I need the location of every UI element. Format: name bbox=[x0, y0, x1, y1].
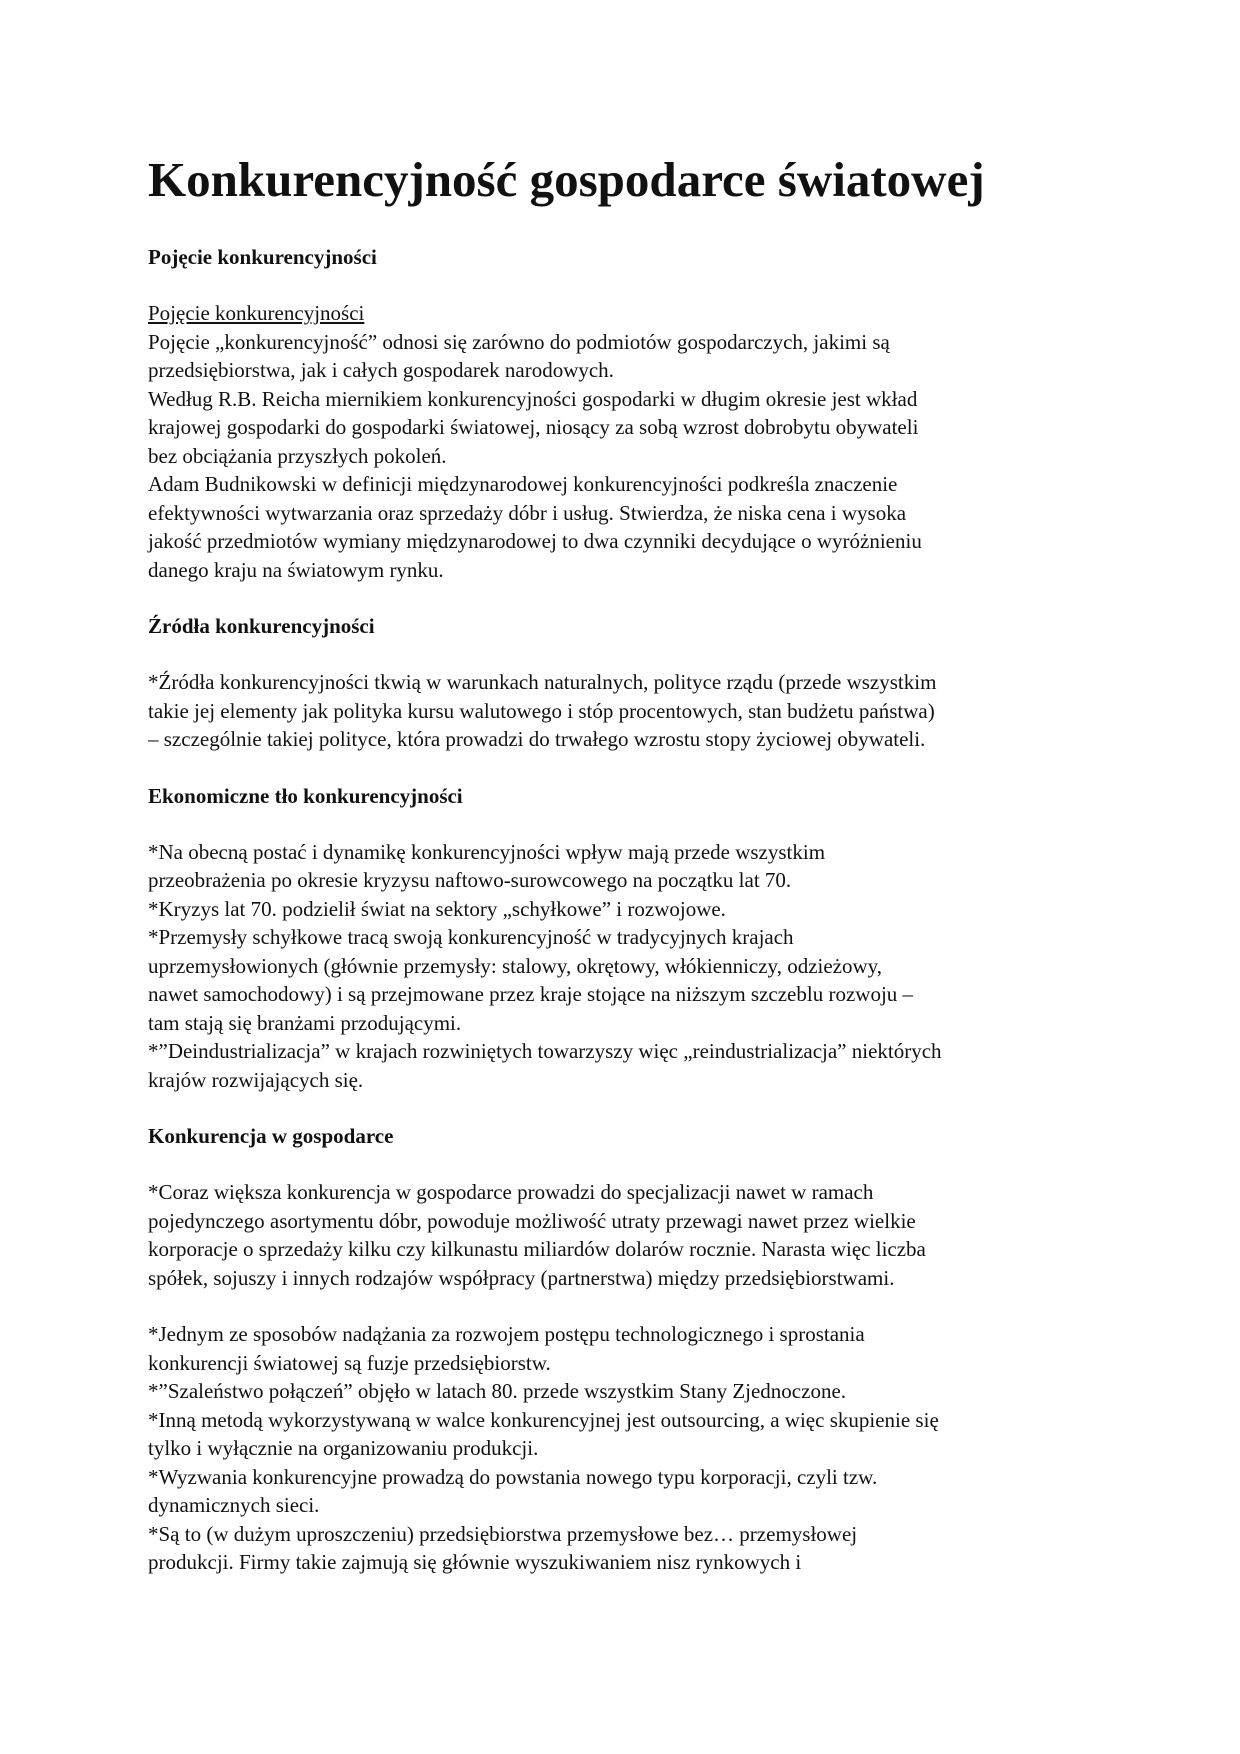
text-line: *Źródła konkurencyjności tkwią w warunkach naturalnych, polityce rządu (przede wszystkim bbox=[148, 670, 937, 694]
section-subheading: Pojęcie konkurencyjności bbox=[148, 301, 365, 325]
text-line: konkurencji światowej są fuzje przedsiębiorstw. bbox=[148, 1350, 551, 1375]
text-line: efektywności wytwarzania oraz sprzedaży dóbr i usług. Stwierdza, że niska cena i wysoka bbox=[148, 500, 907, 525]
section-heading: Ekonomiczne tło konkurencyjności bbox=[148, 783, 463, 808]
text-line: *Są to (w dużym uproszczeniu) przedsiębiorstwa przemysłowe bez… przemysłowej bbox=[148, 1521, 858, 1546]
text-line: uprzemysłowionych (głównie przemysły: stalowy, okrętowy, włókienniczy, odzieżowy, bbox=[148, 953, 883, 978]
text-line: korporacje o sprzedaży kilku czy kilkunastu miliardów dolarów rocznie. Narasta więc liczba bbox=[148, 1237, 926, 1261]
section-ekonomiczne-tlo bbox=[148, 782, 1108, 1095]
text-line: *Na obecną postać i dynamikę konkurencyjności wpływ mają przede wszystkim bbox=[148, 839, 826, 864]
section-heading: Konkurencja w gospodarce bbox=[148, 1124, 394, 1148]
text-line: nawet samochodowy) i są przejmowane przez kraje stojące na niższym szczeblu rozwoju – bbox=[148, 982, 914, 1006]
document-title: Konkurencyjność gospodarce światowej bbox=[148, 152, 985, 207]
text-line: *”Deindustrializacja” w krajach rozwiniętych towarzyszy więc „reindustrializacja” niektórych bbox=[148, 1039, 942, 1063]
text-line: tam stają się branżami przodującymi. bbox=[148, 1010, 462, 1035]
document-page bbox=[148, 148, 1108, 1577]
text-line: jakość przedmiotów wymiany międzynarodowej to dwa czynniki decydujące o wyróżnieniu bbox=[148, 529, 922, 553]
section-konkurencja bbox=[148, 1122, 1108, 1577]
text-line: przeobrażenia po okresie kryzysu naftowo-surowcowego na początku lat 70. bbox=[148, 868, 792, 892]
text-line: *Jednym ze sposobów nadążania za rozwojem postępu technologicznego i sprostania bbox=[148, 1322, 865, 1346]
text-line: danego kraju na światowym rynku. bbox=[148, 557, 444, 582]
text-line: Pojęcie „konkurencyjność” odnosi się zarówno do podmiotów gospodarczych, jakimi są bbox=[148, 329, 890, 354]
text-line: takie jej elementy jak polityka kursu walutowego i stóp procentowych, stan budżetu państwa) bbox=[148, 698, 935, 723]
text-line: Adam Budnikowski w definicji międzynarodowej konkurencyjności podkreśla znaczenie bbox=[148, 472, 898, 496]
section-heading: Źródła konkurencyjności bbox=[148, 614, 375, 638]
text-line: *”Szaleństwo połączeń” objęło w latach 80. przede wszystkim Stany Zjednoczone. bbox=[148, 1379, 847, 1403]
text-line: przedsiębiorstwa, jak i całych gospodarek narodowych. bbox=[148, 358, 614, 382]
text-line: *Przemysły schyłkowe tracą swoją konkurencyjność w tradycyjnych krajach bbox=[148, 925, 794, 949]
text-line: pojedynczego asortymentu dóbr, powoduje możliwość utraty przewagi nawet przez wielkie bbox=[148, 1208, 916, 1233]
section-heading: Pojęcie konkurencyjności bbox=[148, 245, 377, 269]
section-pojecie bbox=[148, 243, 1108, 584]
text-line: *Kryzys lat 70. podzielił świat na sektory „schyłkowe” i rozwojowe. bbox=[148, 896, 726, 921]
text-line: krajów rozwijających się. bbox=[148, 1067, 364, 1092]
text-line: *Coraz większa konkurencja w gospodarce prowadzi do specjalizacji nawet w ramach bbox=[148, 1180, 874, 1204]
text-line: tylko i wyłącznie na organizowaniu produkcji. bbox=[148, 1436, 539, 1460]
text-line: – szczególnie takiej polityce, która prowadzi do trwałego wzrostu stopy życiowej obywateli. bbox=[148, 727, 926, 751]
text-line: bez obciążania przyszłych pokoleń. bbox=[148, 443, 447, 468]
section-zrodla bbox=[148, 612, 1108, 754]
text-line: dynamicznych sieci. bbox=[148, 1493, 320, 1517]
text-line: Według R.B. Reicha miernikiem konkurencyjności gospodarki w długim okresie jest wkład bbox=[148, 386, 918, 411]
text-line: krajowej gospodarki do gospodarki światowej, niosący za sobą wzrost dobrobytu obywateli bbox=[148, 415, 919, 439]
text-line: *Inną metodą wykorzystywaną w walce konkurencyjnej jest outsourcing, a więc skupienie się bbox=[148, 1407, 939, 1432]
text-line: *Wyzwania konkurencyjne prowadzą do powstania nowego typu korporacji, czyli tzw. bbox=[148, 1464, 878, 1489]
text-line: spółek, sojuszy i innych rodzajów współpracy (partnerstwa) między przedsiębiorstwami. bbox=[148, 1265, 895, 1290]
text-line: produkcji. Firmy takie zajmują się głównie wyszukiwaniem nisz rynkowych i bbox=[148, 1550, 802, 1574]
